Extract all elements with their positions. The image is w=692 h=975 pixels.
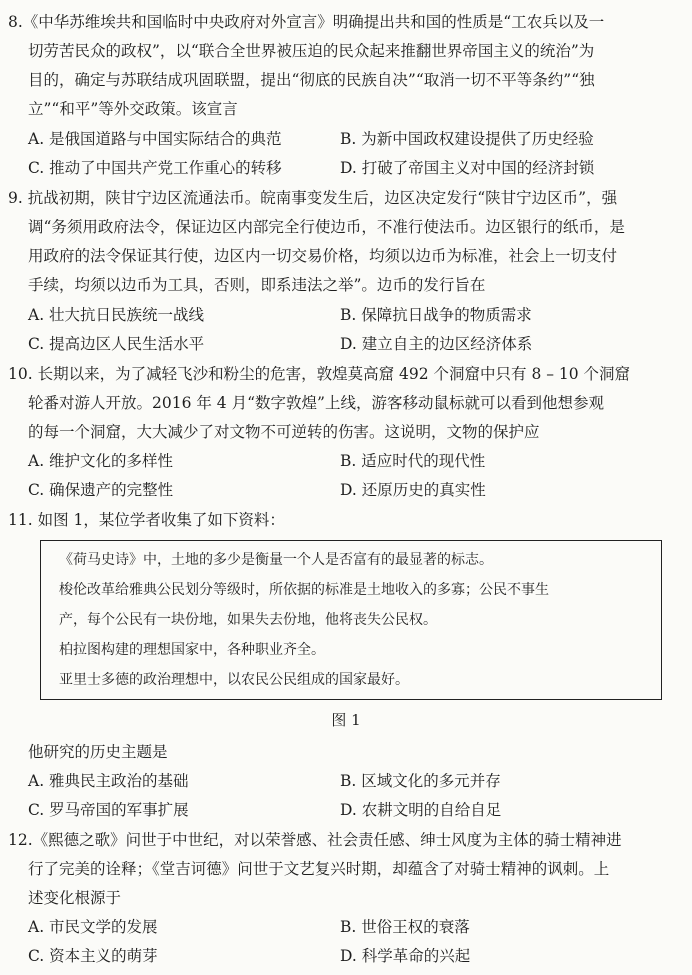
q12-option-b: B. 世俗王权的衰落 <box>340 918 470 936</box>
q9-stem-line: 9. 抗战初期，陕甘宁边区流通法币。皖南事变发生后，边区决定发行“陕甘宁边区币”，强 <box>8 189 618 207</box>
q9-stem-line: 调“务须用政府法令，保证边区内部完全行使边币，不准行使法币。边区银行的纸币，是 <box>28 218 625 236</box>
q11-stem: 11. 如图 1，某位学者收集了如下资料： <box>8 511 285 529</box>
q12-option-a: A. 市民文学的发展 <box>28 918 158 936</box>
q12-stem-line: 述变化根源于 <box>28 889 122 907</box>
q8-option-d: D. 打破了帝国主义对中国的经济封锁 <box>340 159 595 177</box>
q12-stem-line: 12.《熙德之歌》问世于中世纪，对以荣誉感、社会责任感、绅士风度为主体的骑士精神进 <box>8 831 622 849</box>
q8-option-c: C. 推动了中国共产党工作重心的转移 <box>28 159 282 177</box>
q8-stem-line: 立”“和平”等外交政策。该宣言 <box>28 100 238 118</box>
q10-stem-line: 的每一个洞窟，大大减少了对文物不可逆转的伤害。这说明，文物的保护应 <box>28 423 540 441</box>
q8-stem-line: 目的，确定与苏联结成巩固联盟，提出“彻底的民族自决”“取消一切不平等条约”“独 <box>28 71 595 89</box>
q10-option-d: D. 还原历史的真实性 <box>340 481 486 499</box>
source-material-box <box>40 540 662 700</box>
q9-stem-line: 手续，均须以边币为工具，否则，即系违法之举”。边币的发行旨在 <box>28 276 486 294</box>
figure-caption: 图 1 <box>331 711 361 729</box>
q9-option-c: C. 提高边区人民生活水平 <box>28 335 205 353</box>
q12-option-d: D. 科学革命的兴起 <box>340 947 471 965</box>
q8-stem-line: 8.《中华苏维埃共和国临时中央政府对外宣言》明确提出共和国的性质是“工农兵以及一 <box>8 13 605 31</box>
source-line: 梭伦改革给雅典公民划分等级时，所依据的标准是土地收入的多寡；公民不事生 <box>59 582 549 598</box>
q10-stem-line: 10. 长期以来，为了减轻飞沙和粉尘的危害，敦煌莫高窟 492 个洞窟中只有 8 – 10 个洞窟 <box>8 365 631 383</box>
q8-option-b: B. 为新中国政权建设提供了历史经验 <box>340 130 594 148</box>
q8-stem-line: 切劳苦民众的政权”，以“联合全世界被压迫的民众起来推翻世界帝国主义的统治”为 <box>28 42 595 60</box>
source-line: 《荷马史诗》中，土地的多少是衡量一个人是否富有的最显著的标志。 <box>59 552 493 568</box>
q10-option-b: B. 适应时代的现代性 <box>340 452 486 470</box>
q9-stem-line: 用政府的法令保证其行使，边区内一切交易价格，均须以边币为标准，社会上一切支付 <box>28 247 618 265</box>
q10-option-c: C. 确保遗产的完整性 <box>28 481 174 499</box>
source-line: 亚里士多德的政治理想中，以农民公民组成的国家最好。 <box>59 672 409 688</box>
q8-option-a: A. 是俄国道路与中国实际结合的典范 <box>28 130 282 148</box>
q11-question: 他研究的历史主题是 <box>28 743 168 761</box>
q11-option-d: D. 农耕文明的自给自足 <box>340 801 502 819</box>
source-line: 柏拉图构建的理想国家中，各种职业齐全。 <box>59 642 325 658</box>
q11-option-b: B. 区域文化的多元并存 <box>340 772 501 790</box>
q12-option-c: C. 资本主义的萌芽 <box>28 947 158 965</box>
q10-stem-line: 轮番对游人开放。2016 年 4 月“数字敦煌”上线，游客移动鼠标就可以看到他想参观 <box>28 394 604 412</box>
q11-option-c: C. 罗马帝国的军事扩展 <box>28 801 189 819</box>
q10-option-a: A. 维护文化的多样性 <box>28 452 174 470</box>
q9-option-a: A. 壮大抗日民族统一战线 <box>28 306 205 324</box>
source-line: 产，每个公民有一块份地，如果失去份地，他将丧失公民权。 <box>59 612 437 628</box>
q11-option-a: A. 雅典民主政治的基础 <box>28 772 189 790</box>
q9-option-d: D. 建立自主的边区经济体系 <box>340 335 533 353</box>
q12-stem-line: 行了完美的诠释；《堂吉诃德》问世于文艺复兴时期，却蕴含了对骑士精神的讽刺。上 <box>28 860 610 878</box>
q9-option-b: B. 保障抗日战争的物质需求 <box>340 306 532 324</box>
